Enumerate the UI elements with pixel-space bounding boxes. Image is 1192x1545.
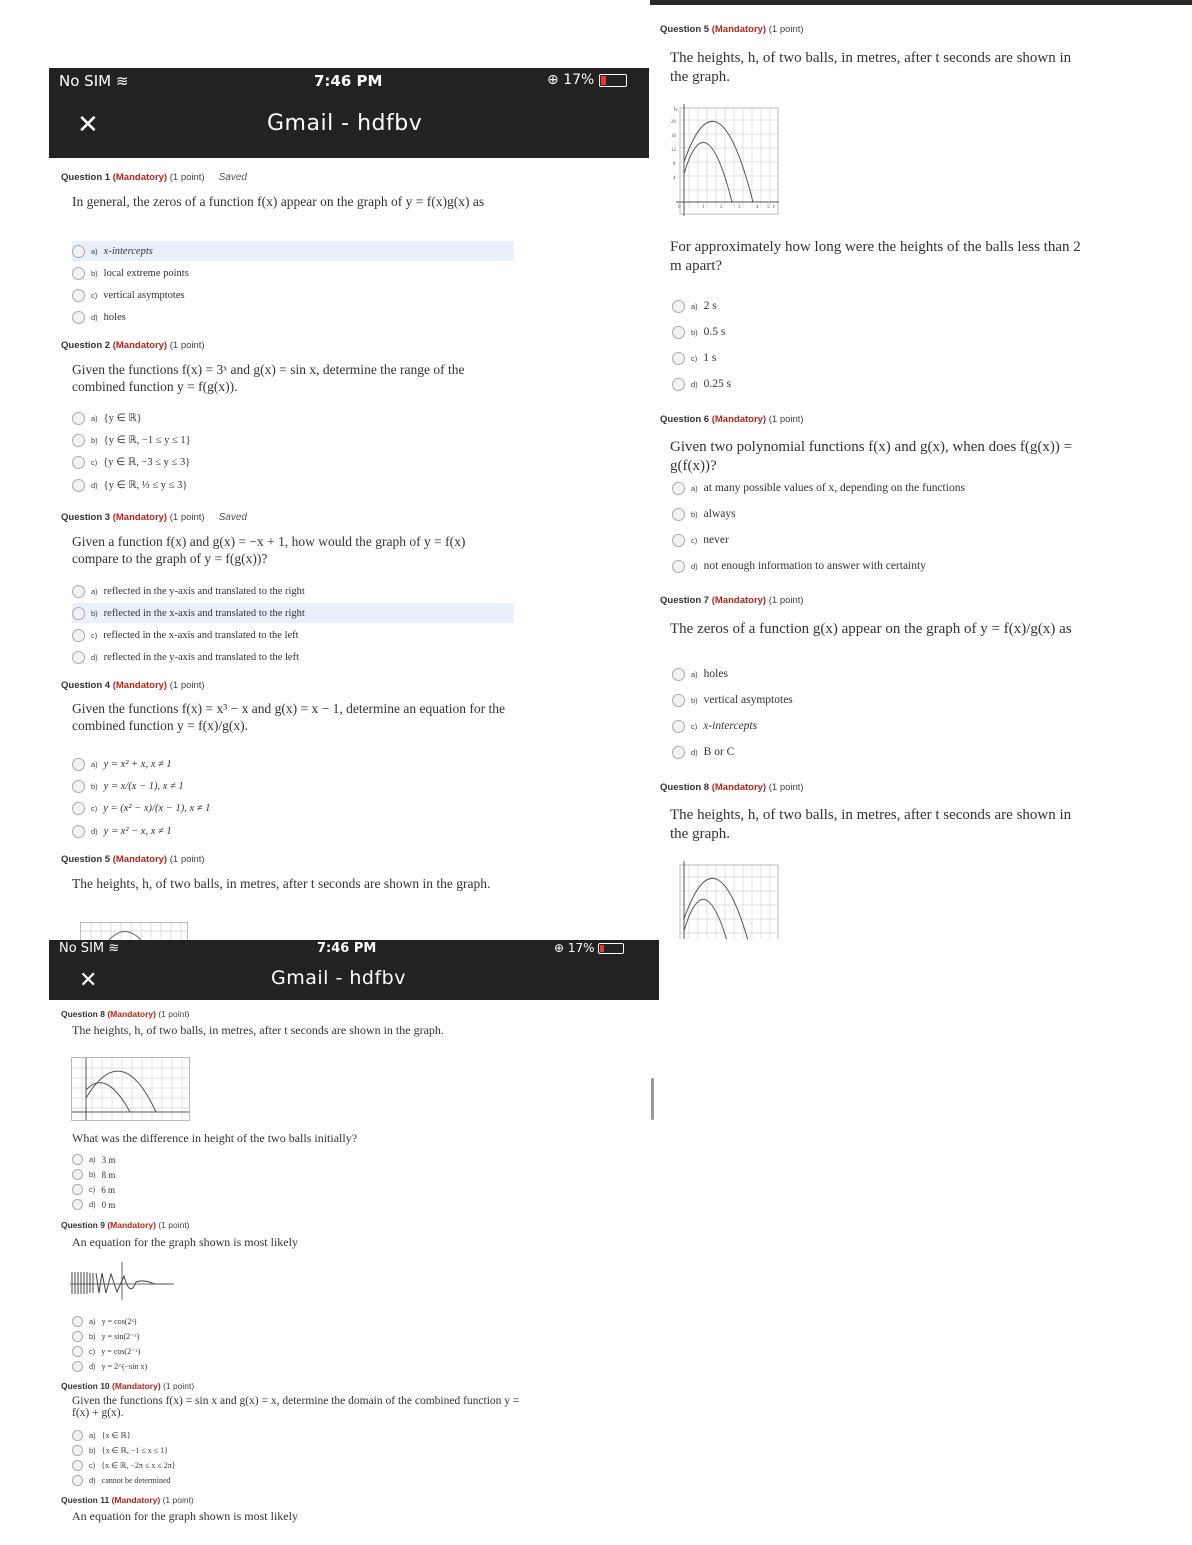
question-8-text-right: The heights, h, of two balls, in metres, after t seconds are shown in the graph. [670, 807, 1072, 842]
y-tick-4: 4 [673, 176, 676, 181]
x-tick-0: 0 [678, 205, 681, 210]
question-10-header: Question 10 (Mandatory) (1 point) [61, 1381, 195, 1391]
battery-indicator-2: ⊕ 17% [554, 941, 624, 955]
q8-graph-right [670, 861, 779, 939]
q4-option-a[interactable]: a) y = x² + x, x ≠ 1 [72, 754, 172, 774]
q8-option-a[interactable]: a) 3 m [72, 1152, 115, 1167]
q4-option-b[interactable]: b) y = x/(x − 1), x ≠ 1 [72, 776, 184, 796]
question-8-text: The heights, h, of two balls, in metres, after t seconds are shown in the graph. [72, 1023, 444, 1037]
balls-height-graph [670, 861, 779, 939]
app-header-2 [49, 940, 659, 1000]
q9-option-b[interactable]: b) y = sin(2⁻ˣ) [72, 1329, 139, 1344]
q3-option-b[interactable]: b) reflected in the x-axis and translated to the right [72, 603, 514, 623]
carrier-status-2: No SIM ≋ [59, 941, 120, 956]
q4-option-d[interactable]: d) y = x² − x, x ≠ 1 [72, 821, 172, 841]
x-tick-2: 2 [720, 205, 723, 210]
question-9-text: An equation for the graph shown is most likely [72, 1235, 298, 1249]
q9-option-c[interactable]: c) y = cos(2⁻ˣ) [72, 1344, 140, 1359]
q2-option-a[interactable]: a) {y ∈ ℝ} [72, 408, 142, 428]
q10-option-a[interactable]: a) {x ∈ ℝ} [72, 1428, 131, 1443]
t-axis-label: t [773, 204, 775, 210]
question-10-text: Given the functions f(x) = sin x and g(x) = x, determine the domain of the combined function y = f(x) + g(x). [72, 1395, 520, 1419]
q5-option-d[interactable]: d) 0.25 s [672, 374, 731, 394]
close-icon[interactable]: ✕ [79, 968, 98, 993]
question-4-header: Question 4 (Mandatory) (1 point) [61, 680, 205, 691]
app-title: Gmail - hdfbv [267, 111, 423, 136]
q7-option-a[interactable]: a) holes [672, 664, 728, 684]
battery-icon [598, 943, 624, 954]
question-1-header: Question 1 (Mandatory) (1 point) Saved [61, 172, 247, 183]
clock: 7:46 PM [314, 72, 383, 90]
carrier-status: No SIM ≋ [59, 72, 129, 90]
q10-option-b[interactable]: b) {x ∈ ℝ, −1 ≤ x ≤ 1} [72, 1443, 168, 1458]
h-axis-label: h [674, 107, 677, 113]
q5-graph-right [670, 104, 779, 216]
q1-option-a[interactable]: a) x-intercepts [72, 241, 514, 261]
q3-option-d[interactable]: d) reflected in the y-axis and translated to the left [72, 647, 299, 667]
q2-option-b[interactable]: b) {y ∈ ℝ, −1 ≤ y ≤ 1} [72, 430, 191, 450]
y-tick-20: 20 [671, 120, 676, 125]
balls-height-graph [670, 104, 779, 216]
question-2-header: Question 2 (Mandatory) (1 point) [61, 340, 205, 351]
y-tick-8: 8 [673, 162, 676, 167]
q8-graph-left [71, 1057, 190, 1121]
wifi-icon: ≋ [115, 72, 129, 90]
q8-option-d[interactable]: d) 0 m [72, 1197, 115, 1212]
app-header [49, 68, 649, 158]
battery-icon [599, 74, 627, 87]
question-6-text: Given two polynomial functions f(x) and g(x), when does f(g(x)) = g(f(x))? [670, 439, 1073, 474]
app-title-2: Gmail - hdfbv [271, 967, 406, 989]
close-icon[interactable]: ✕ [77, 110, 99, 140]
q10-option-d[interactable]: d) cannot be determined [72, 1473, 171, 1488]
question-11-header: Question 11 (Mandatory) (1 point) [61, 1495, 194, 1505]
question-5-text: The heights, h, of two balls, in metres, after t seconds are shown in the graph. [72, 876, 491, 891]
question-5-header: Question 5 (Mandatory) (1 point) [61, 854, 205, 865]
question-5-text-right: The heights, h, of two balls, in metres, after t seconds are shown in the graph. [670, 50, 1072, 85]
q7-option-c[interactable]: c) x-intercepts [672, 716, 757, 736]
question-1-text: In general, the zeros of a function f(x) appear on the graph of y = f(x)g(x) as [72, 194, 485, 209]
q5-graph-cropped [80, 922, 188, 940]
question-4-text: Given the functions f(x) = x³ − x and g(x) = x − 1, determine an equation for the combined function y = f(x)/g(x). [72, 701, 506, 733]
q7-option-b[interactable]: b) vertical asymptotes [672, 690, 793, 710]
question-8-header: Question 8 (Mandatory) (1 point) [61, 1009, 190, 1019]
q2-option-c[interactable]: c) {y ∈ ℝ, −3 ≤ y ≤ 3} [72, 452, 190, 472]
q5-question-right: For approximately how long were the heights of the balls less than 2 m apart? [670, 239, 1081, 274]
q1-option-b[interactable]: b) local extreme points [72, 263, 189, 283]
q9-option-d[interactable]: d) y = 2^(−sin x) [72, 1359, 147, 1374]
q2-option-d[interactable]: d) {y ∈ ℝ, ⅓ ≤ y ≤ 3} [72, 475, 187, 495]
q5-option-c[interactable]: c) 1 s [672, 348, 716, 368]
x-tick-3: 3 [738, 205, 741, 210]
grid-lines [81, 923, 187, 940]
q9-oscillation-graph [70, 1262, 174, 1300]
q9-option-a[interactable]: a) y = cos(2ˣ) [72, 1314, 137, 1329]
q6-option-b[interactable]: b) always [672, 504, 736, 524]
x-tick-5: 5 [767, 205, 770, 210]
q6-option-c[interactable]: c) never [672, 530, 729, 550]
q7-option-d[interactable]: d) B or C [672, 742, 734, 762]
battery-indicator: ⊕ 17% [547, 72, 627, 88]
x-tick-4: 4 [756, 205, 759, 210]
question-7-header: Question 7 (Mandatory) (1 point) [660, 595, 804, 606]
y-tick-16: 16 [671, 134, 676, 139]
q8-option-c[interactable]: c) 6 m [72, 1182, 115, 1197]
question-8-header-right: Question 8 (Mandatory) (1 point) [660, 782, 804, 793]
q5-option-b[interactable]: b) 0.5 s [672, 322, 725, 342]
question-3-header: Question 3 (Mandatory) (1 point) Saved [61, 512, 247, 523]
x-tick-1: 1 [702, 205, 705, 210]
top-edge-bar [650, 0, 1192, 5]
question-7-text: The zeros of a function g(x) appear on the graph of y = f(x)/g(x) as [670, 621, 1072, 637]
q1-option-c[interactable]: c) vertical asymptotes [72, 285, 185, 305]
q6-option-d[interactable]: d) not enough information to answer with certainty [672, 556, 926, 576]
clock-2: 7:46 PM [317, 941, 377, 956]
q8-question: What was the difference in height of the two balls initially? [72, 1131, 358, 1145]
q8-option-b[interactable]: b) 8 m [72, 1167, 115, 1182]
question-2-text: Given the functions f(x) = 3ˣ and g(x) = sin x, determine the range of the combined function y = f(g(x)). [72, 362, 465, 394]
y-tick-12: 12 [671, 148, 676, 153]
question-9-header: Question 9 (Mandatory) (1 point) [61, 1220, 190, 1230]
q3-option-c[interactable]: c) reflected in the x-axis and translated to the left [72, 625, 299, 645]
q10-option-c[interactable]: c) {x ∈ ℝ, −2π ≤ x ≤ 2π} [72, 1458, 176, 1473]
wifi-icon: ≋ [108, 941, 120, 956]
q3-option-a[interactable]: a) reflected in the y-axis and translated to the right [72, 581, 305, 601]
scrollbar[interactable] [651, 1078, 654, 1120]
question-6-header: Question 6 (Mandatory) (1 point) [660, 414, 804, 425]
q6-option-a[interactable]: a) at many possible values of x, depending on the functions [672, 478, 965, 498]
q5-option-a[interactable]: a) 2 s [672, 296, 717, 316]
question-11-text: An equation for the graph shown is most likely [72, 1509, 298, 1523]
question-3-text: Given a function f(x) and g(x) = −x + 1, how would the graph of y = f(x) compare to the graph of y = f(g(x))? [72, 534, 466, 566]
q1-option-d[interactable]: d) holes [72, 307, 126, 327]
question-5-header-right: Question 5 (Mandatory) (1 point) [660, 24, 804, 35]
balls-height-graph [72, 1058, 189, 1120]
q4-option-c[interactable]: c) y = (x² − x)/(x − 1), x ≠ 1 [72, 798, 210, 818]
